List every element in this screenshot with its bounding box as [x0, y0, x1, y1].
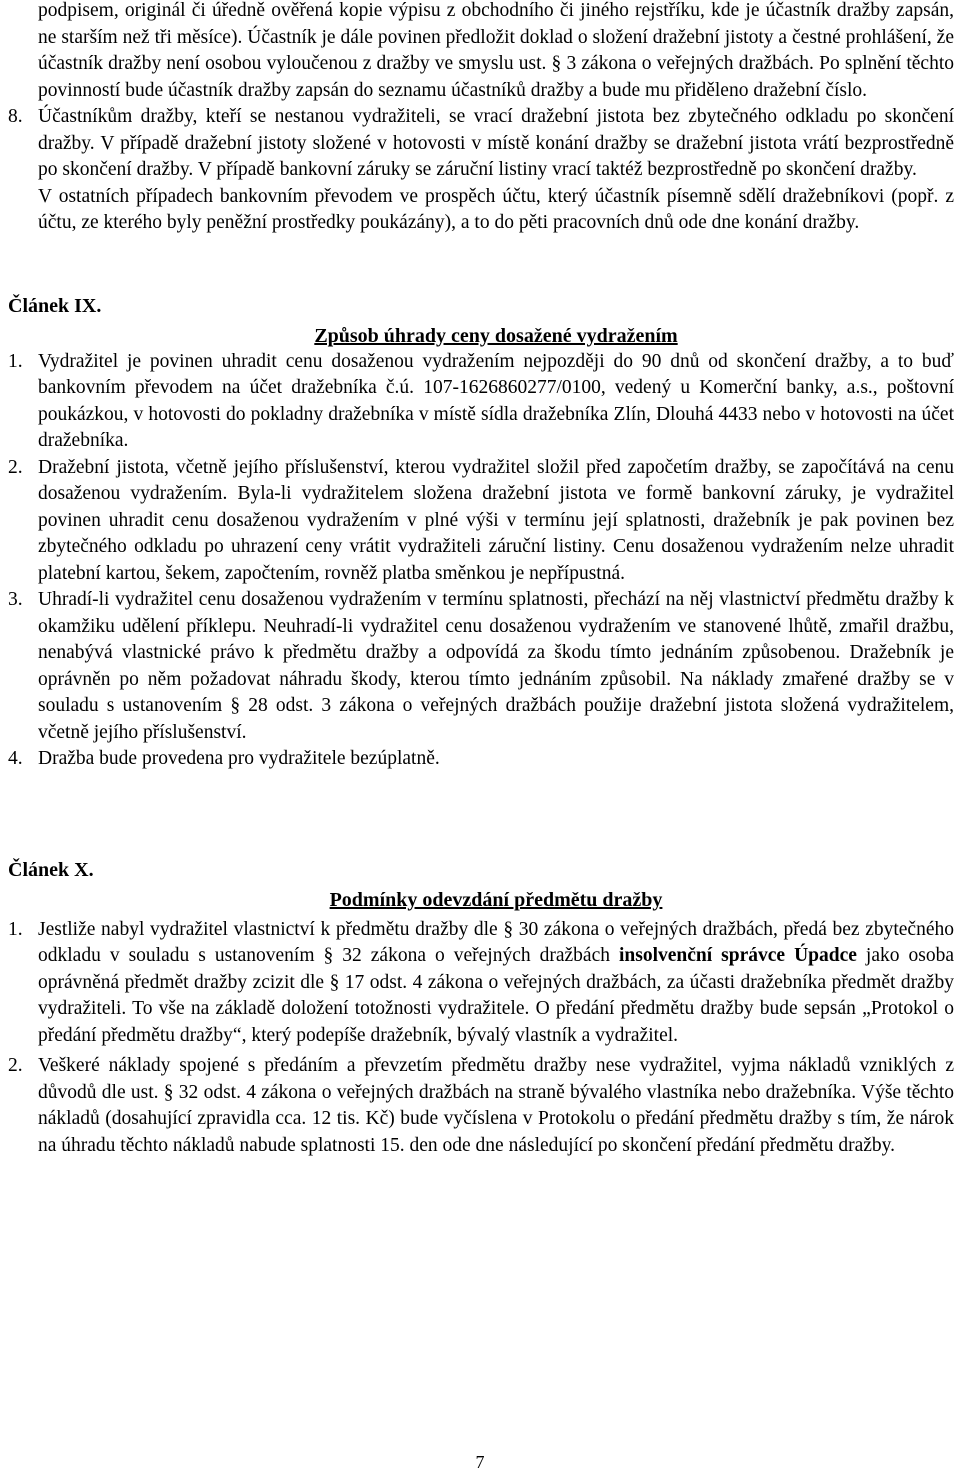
- list-item: [8, 1053, 954, 1159]
- list-item-8: [8, 104, 954, 237]
- bold-text: insolvenční správce Úpadce: [618, 945, 857, 966]
- spacer: [38, 773, 954, 857]
- page-number: 7: [475, 1452, 485, 1472]
- article-title: Způsob úhrady ceny dosažené vydražením: [314, 324, 678, 347]
- list-text: Veškeré náklady spojené s předáním a převzetím předmětu dražby nese vydražitel, vyjma nákladů vzniklých z důvodů dle ust. § 32 odst. 4 zákona o veřejných dražbách na straně bývalého vlastníka nebo dražebníka. Výše těchto nákladů (dosahující zpravidla cca. 12 tis. Kč) bude vyčíslena v Protokolu o předání předmětu dražby s tím, že nárok na úhradu těchto nákladů nabude splatnosti 15. den ode dne následující po skončení předání předmětu dražby.: [38, 1055, 954, 1156]
- list-number: 1.: [8, 350, 23, 372]
- article-x-items: [8, 917, 954, 1160]
- text-segment: Jestliže nabyl vydražitel vlastnictví k předmětu dražby dle § 30 zákona o veřejných dražbách, předá bez zbytečného odkladu v souladu s ustanovením § 32 zákona o veřejných dražbách: [38, 918, 954, 966]
- list-number: 4.: [8, 748, 23, 769]
- article-title: Podmínky odevzdání předmětu dražby: [329, 888, 663, 911]
- list-number: 3.: [8, 589, 23, 610]
- list-number: 1.: [8, 918, 23, 940]
- list-text: [38, 917, 954, 1050]
- list-text-continued: V ostatních případech bankovním převodem ve prospěch účtu, který účastník písemně sdělí dražebníkovi (popř. z účtu, ze kterého byly peněžní prostředky poukázány), a to do pěti pracovních dnů ode dne konání dražby.: [38, 185, 954, 233]
- list-text: Uhradí-li vydražitel cenu dosaženou vydražením v termínu splatnosti, přechází na něj vlastnictví předmětu dražby k okamžiku udělení příklepu. Neuhradí-li vydražitel cenu dosaženou vydražením ve stanovené lhůtě, zmařil dražbu, nenabývá vlastnické právo k předmětu dražby a odpovídá za škodu tímto jednáním způsobenou. Dražebník je oprávněn po něm požadovat náhradu škody, kterou tímto jednáním způsobil. Na náklady zmařené dražby se v souladu s ustanovením § 28 odst. 3 zákona o veřejných dražbách použije dražební jistota složená vydražitelem, včetně jejího příslušenství.: [38, 589, 954, 743]
- list-number: 8.: [8, 106, 23, 127]
- list-item: [8, 587, 954, 746]
- list-item: [8, 455, 954, 588]
- list-text: Dražební jistota, včetně jejího příslušenství, kterou vydražitel složil před započetím dražby, se započítává na cenu dosaženou vydražením. Byla-li vydražitelem složena dražební jistota ve formě bankovní záruky, je vydražitel povinen uhradit cenu dosaženou vydražením v plné výši v termínu její splatnosti, dražebník je pak povinen bez zbytečného odkladu po uhrazení ceny vrátit vydražiteli záruční listiny. Cenu dosaženou vydražením nelze uhradit platební kartou, šekem, započtením, rovněž platba směnkou je nepřípustná.: [38, 456, 954, 584]
- list-item: [8, 349, 954, 455]
- paragraph-continuation: podpisem, originál či úředně ověřená kopie výpisu z obchodního či jiného rejstříku, kde je účastník dražby zapsán, ne starším než tři měsíce). Účastník je dále povinen předložit doklad o složení dražební jistoty a čestné prohlášení, že účastník dražby není osobou vyloučenou z dražby ve smyslu ust. § 3 zákona o veřejných dražbách. Po splnění těchto povinností bude účastník dražby zapsán do seznamu účastníků dražby a bude mu přiděleno dražební číslo.: [38, 0, 954, 101]
- article-label: Článek X.: [8, 858, 94, 881]
- list-item: [8, 917, 954, 1050]
- list-text: Účastníkům dražby, kteří se nestanou vydražiteli, se vrací dražební jistota bez zbytečného odkladu po skončení dražby. V případě dražební jistoty složené v hotovosti v místě konání dražby se dražební jistota vrátí bezprostředně po skončení dražby. V případě bankovní záruky se záruční listiny vrací taktéž bezprostředně po skončení dražby.: [38, 106, 954, 180]
- spacer: [38, 237, 954, 293]
- list-text: Vydražitel je povinen uhradit cenu dosaženou vydražením nejpozději do 90 dnů od skončení dražby, a to buď bankovním převodem na účet dražebníka č.ú. 107-1626860277/0100, vedený u Komerční banky, a.s., poštovní poukázkou, v hotovosti do pokladny dražebníka v místě sídla dražebníka Zlín, Dlouhá 4433 nebo v hotovosti na účet dražebníka.: [38, 350, 954, 451]
- list-number: 2.: [8, 1055, 23, 1076]
- article-label: Článek IX.: [8, 294, 102, 317]
- article-ix-items: [8, 349, 954, 773]
- list-item: [8, 746, 954, 773]
- list-number: 2.: [8, 456, 23, 478]
- list-text: Dražba bude provedena pro vydražitele bezúplatně.: [38, 748, 440, 769]
- text-segment: jako osoba oprávněná předmět dražby zcizit dle § 17 odst. 4 zákona o veřejných dražbách, za účasti dražebníka předmět dražby vydražiteli. To vše na základě doložení totožnosti vydražitele. O předání předmětu dražby bude sepsán „Protokol o předání předmětu dražby“, který podepíše dražebník, bývalý vlastník a vydražitel.: [38, 945, 954, 1046]
